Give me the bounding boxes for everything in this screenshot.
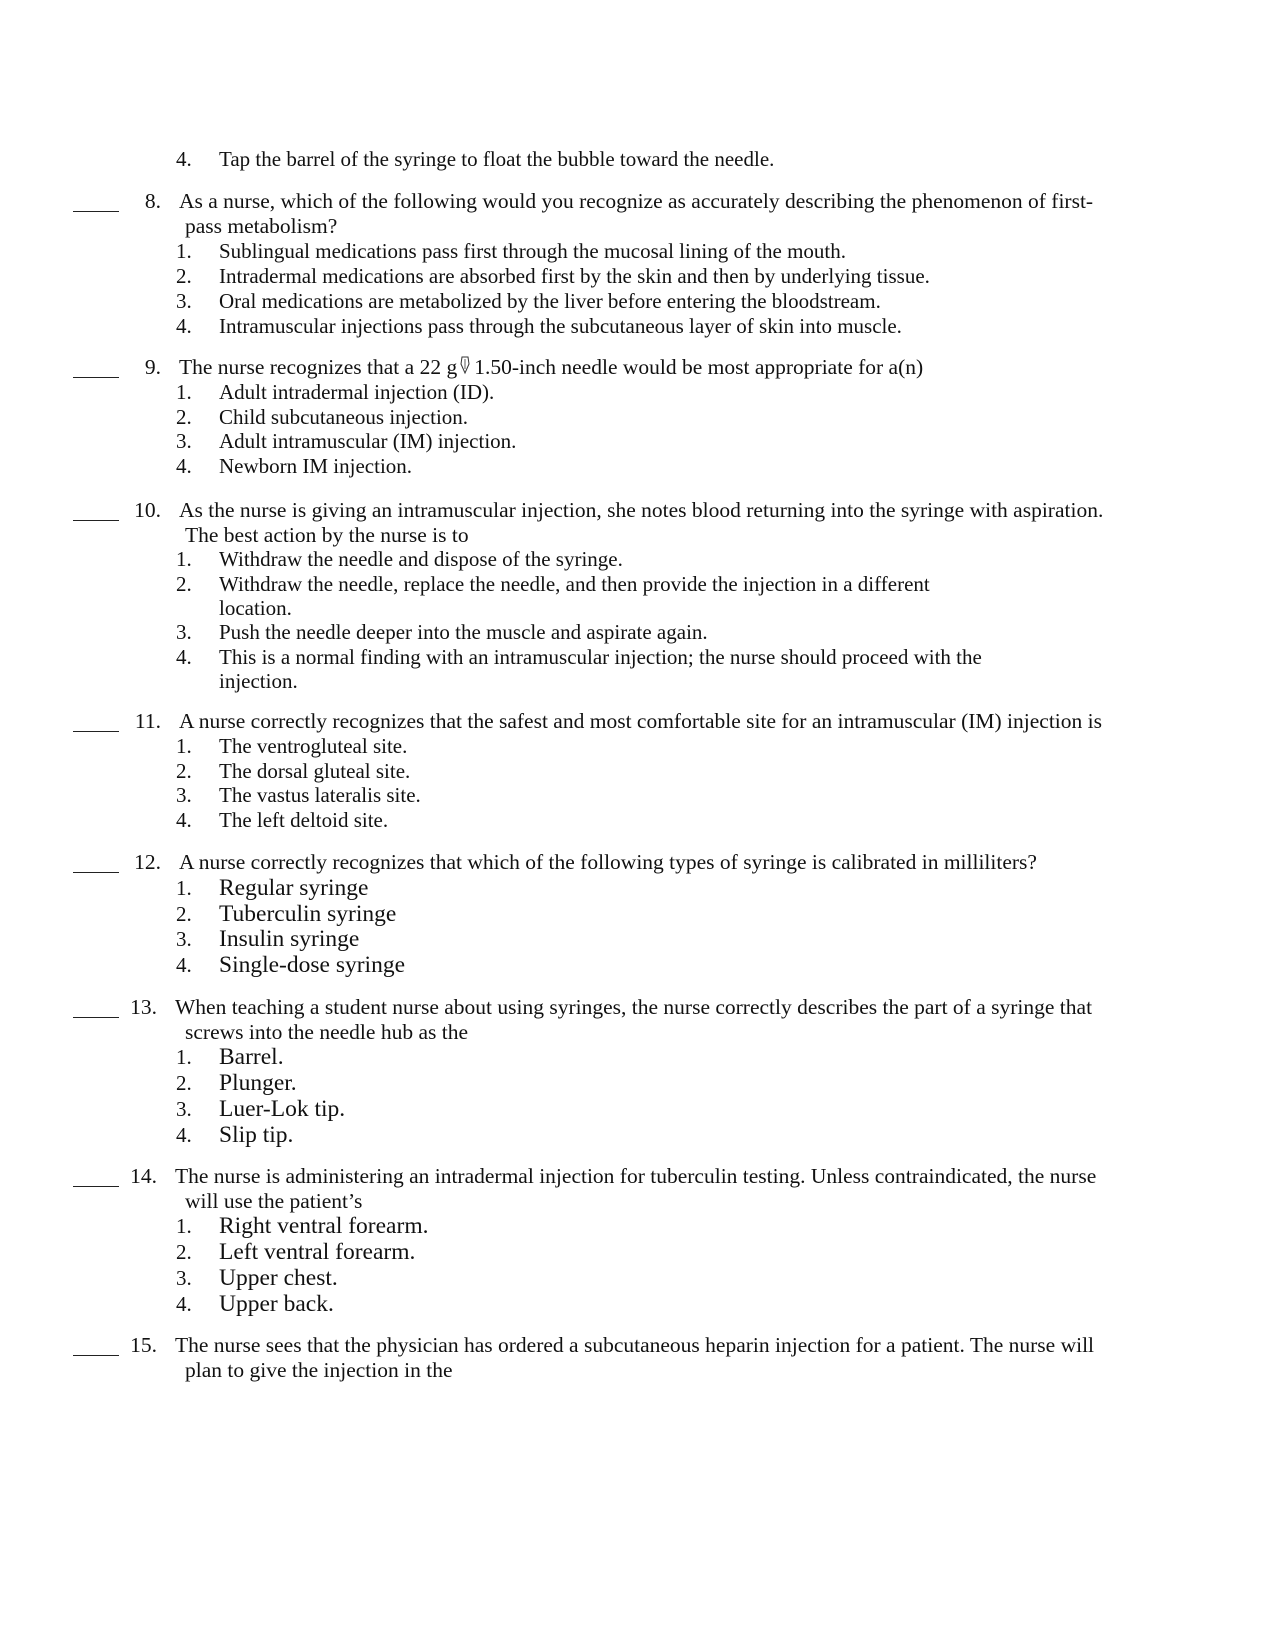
question-number: 13.	[130, 995, 157, 1019]
question-stem	[179, 850, 1037, 875]
option-text: Regular syringe	[219, 875, 369, 901]
question-stem	[175, 1333, 1094, 1383]
question-stem	[179, 709, 1102, 734]
option-number: 2.	[176, 1071, 192, 1095]
option-number: 4.	[176, 314, 192, 338]
option-number: 1.	[176, 1045, 192, 1069]
option-text: Left ventral forearm.	[219, 1239, 416, 1265]
option-text: Adult intramuscular (IM) injection.	[219, 429, 517, 453]
option-text: The left deltoid site.	[219, 808, 389, 832]
stem-line: When teaching a student nurse about using syringes, the nurse correctly describes the part of a syringe that	[175, 995, 1093, 1019]
question-number: 10.	[134, 498, 161, 522]
question-number: 12.	[134, 850, 161, 874]
option-number: 1.	[176, 380, 192, 404]
option-text: Tap the barrel of the syringe to float the bubble toward the needle.	[219, 147, 775, 171]
option-number: 3.	[176, 783, 192, 807]
option-text: Insulin syringe	[219, 926, 360, 952]
option-number: 3.	[176, 1097, 192, 1121]
option-number: 2.	[176, 264, 192, 288]
option-number: 2.	[176, 405, 192, 429]
option-number: 2.	[176, 759, 192, 783]
option-number: 3.	[176, 289, 192, 313]
pen-icon	[459, 355, 471, 375]
stem-line: pass metabolism?	[185, 214, 338, 238]
option-number: 1.	[176, 1214, 192, 1238]
stem-line: A nurse correctly recognizes that which of the following types of syringe is calibrated in milliliters?	[179, 850, 1037, 874]
option-text: This is a normal finding with an intramuscular injection; the nurse should proceed with the	[219, 645, 982, 669]
stem-line: As a nurse, which of the following would you recognize as accurately describing the phenomenon of first-	[179, 189, 1094, 213]
option-text: Upper back.	[219, 1291, 334, 1317]
option-number: 3.	[176, 620, 192, 644]
option-text: Child subcutaneous injection.	[219, 405, 469, 429]
option-number: 1.	[176, 734, 192, 758]
option-text: The dorsal gluteal site.	[219, 759, 411, 783]
stem-line: plan to give the injection in the	[185, 1358, 453, 1382]
question-number: 14.	[130, 1164, 157, 1188]
option-text: Withdraw the needle, replace the needle, and then provide the injection in a different	[219, 572, 930, 596]
option-number: 4.	[176, 454, 192, 478]
question-stem	[179, 189, 1093, 239]
option-number: 3.	[176, 429, 192, 453]
question-stem	[179, 355, 923, 380]
option-number: 1.	[176, 239, 192, 263]
question-stem	[175, 995, 1092, 1045]
stem-line: The nurse is administering an intradermal injection for tuberculin testing. Unless contraindicated, the nurse	[175, 1164, 1097, 1188]
option-text: Upper chest.	[219, 1265, 338, 1291]
stem-line: As the nurse is giving an intramuscular injection, she notes blood returning into the syringe with aspiration.	[179, 498, 1104, 522]
option-number: 2.	[176, 572, 192, 596]
option-number: 4.	[176, 1123, 192, 1147]
stem-line: The nurse sees that the physician has ordered a subcutaneous heparin injection for a patient. The nurse will	[175, 1333, 1095, 1357]
option-text: Intramuscular injections pass through the subcutaneous layer of skin into muscle.	[219, 314, 902, 338]
question-number: 8.	[144, 189, 161, 213]
option-text: Barrel.	[219, 1044, 284, 1070]
option-text: Plunger.	[219, 1070, 297, 1096]
option-text-continued: location.	[219, 596, 292, 620]
option-text: Sublingual medications pass first through the mucosal lining of the mouth.	[219, 239, 847, 263]
option-text: Adult intradermal injection (ID).	[219, 380, 495, 404]
option-text: The vastus lateralis site.	[219, 783, 421, 807]
option-text: Intradermal medications are absorbed first by the skin and then by underlying tissue.	[219, 264, 930, 288]
question-number: 11.	[134, 709, 161, 733]
option-text-continued: injection.	[219, 669, 298, 693]
stem-text: 1.50-inch needle would be most appropriate for a(n)	[474, 355, 924, 379]
question-number: 9.	[144, 355, 161, 379]
option-text: Oral medications are metabolized by the liver before entering the bloodstream.	[219, 289, 881, 313]
question-stem	[179, 498, 1103, 548]
stem-line: screws into the needle hub as the	[185, 1020, 468, 1044]
question-stem	[175, 1164, 1096, 1214]
option-number: 1.	[176, 876, 192, 900]
option-text: Right ventral forearm.	[219, 1213, 429, 1239]
option-number: 4.	[176, 808, 192, 832]
question-number: 15.	[130, 1333, 157, 1357]
option-number: 4.	[176, 1292, 192, 1316]
option-number: 1.	[176, 547, 192, 571]
option-text: Slip tip.	[219, 1122, 294, 1148]
option-number: 2.	[176, 1240, 192, 1264]
option-number: 2.	[176, 902, 192, 926]
option-number: 3.	[176, 927, 192, 951]
option-number: 3.	[176, 1266, 192, 1290]
option-text: Withdraw the needle and dispose of the syringe.	[219, 547, 623, 571]
option-text: Luer-Lok tip.	[219, 1096, 346, 1122]
option-text: The ventrogluteal site.	[219, 734, 408, 758]
option-number: 4.	[176, 953, 192, 977]
option-text: Push the needle deeper into the muscle and aspirate again.	[219, 620, 708, 644]
stem-line: A nurse correctly recognizes that the safest and most comfortable site for an intramuscular (IM) injection is	[179, 709, 1102, 733]
stem-text: The nurse recognizes that a 22 g	[179, 355, 458, 379]
option-number: 4.	[176, 645, 192, 669]
option-text: Single-dose syringe	[219, 952, 406, 978]
option-text: Tuberculin syringe	[219, 901, 397, 927]
stem-line: The best action by the nurse is to	[185, 523, 469, 547]
option-number: 4.	[176, 147, 192, 171]
stem-line: will use the patient’s	[185, 1189, 363, 1213]
option-text: Newborn IM injection.	[219, 454, 413, 478]
